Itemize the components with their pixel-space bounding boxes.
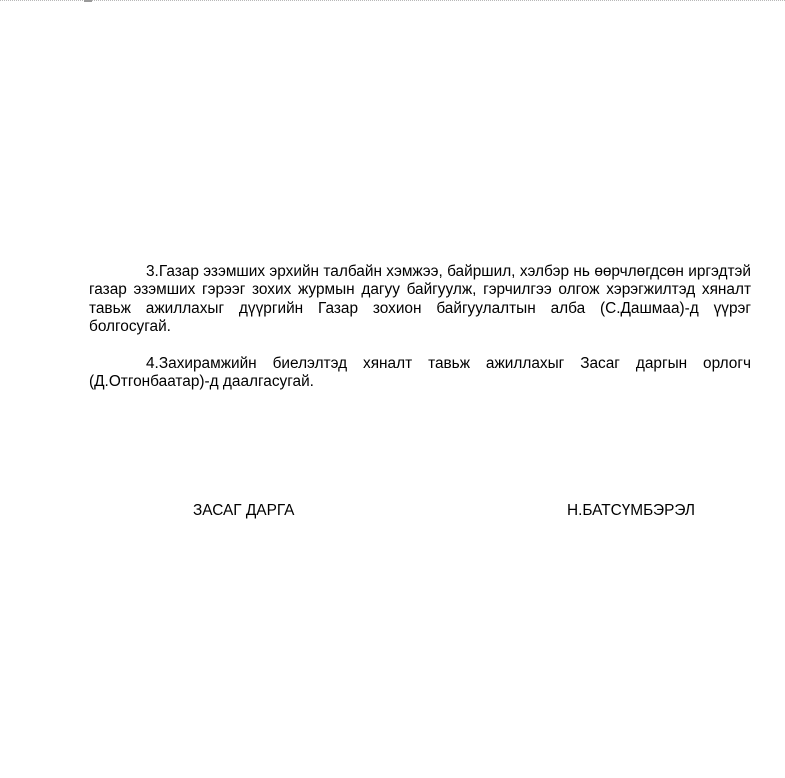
- page-corner-mark: [84, 0, 92, 2]
- signature-name: Н.БАТСҮМБЭРЭЛ: [567, 502, 696, 519]
- paragraph-3: [89, 263, 751, 336]
- paragraph-4-text: Захирамжийн биелэлтэд хяналт тавьж ажиллахыг Засаг даргын орлогч (Д.Отгонбаатар)-д даалгасугай.: [89, 355, 751, 391]
- paragraph-3-number: 3.: [146, 263, 159, 280]
- signature-title: ЗАСАГ ДАРГА: [193, 502, 295, 519]
- paragraph-4-number: 4.: [146, 355, 159, 372]
- paragraph-4: [89, 355, 751, 392]
- page-top-edge: [0, 0, 785, 2]
- paragraph-3-text: Газар эзэмших эрхийн талбайн хэмжээ, байршил, хэлбэр нь өөрчлөгдсөн иргэдтэй газар эзэмших гэрээг зохих журмын дагуу байгуулж, гэрчилгээ олгож хэрэгжилтэд хяналт тавьж ажиллахыг дүүргийн Газар зохион байгуулалтын алба (С.Дашмаа)-д үүрэг болгосугай.: [89, 263, 751, 335]
